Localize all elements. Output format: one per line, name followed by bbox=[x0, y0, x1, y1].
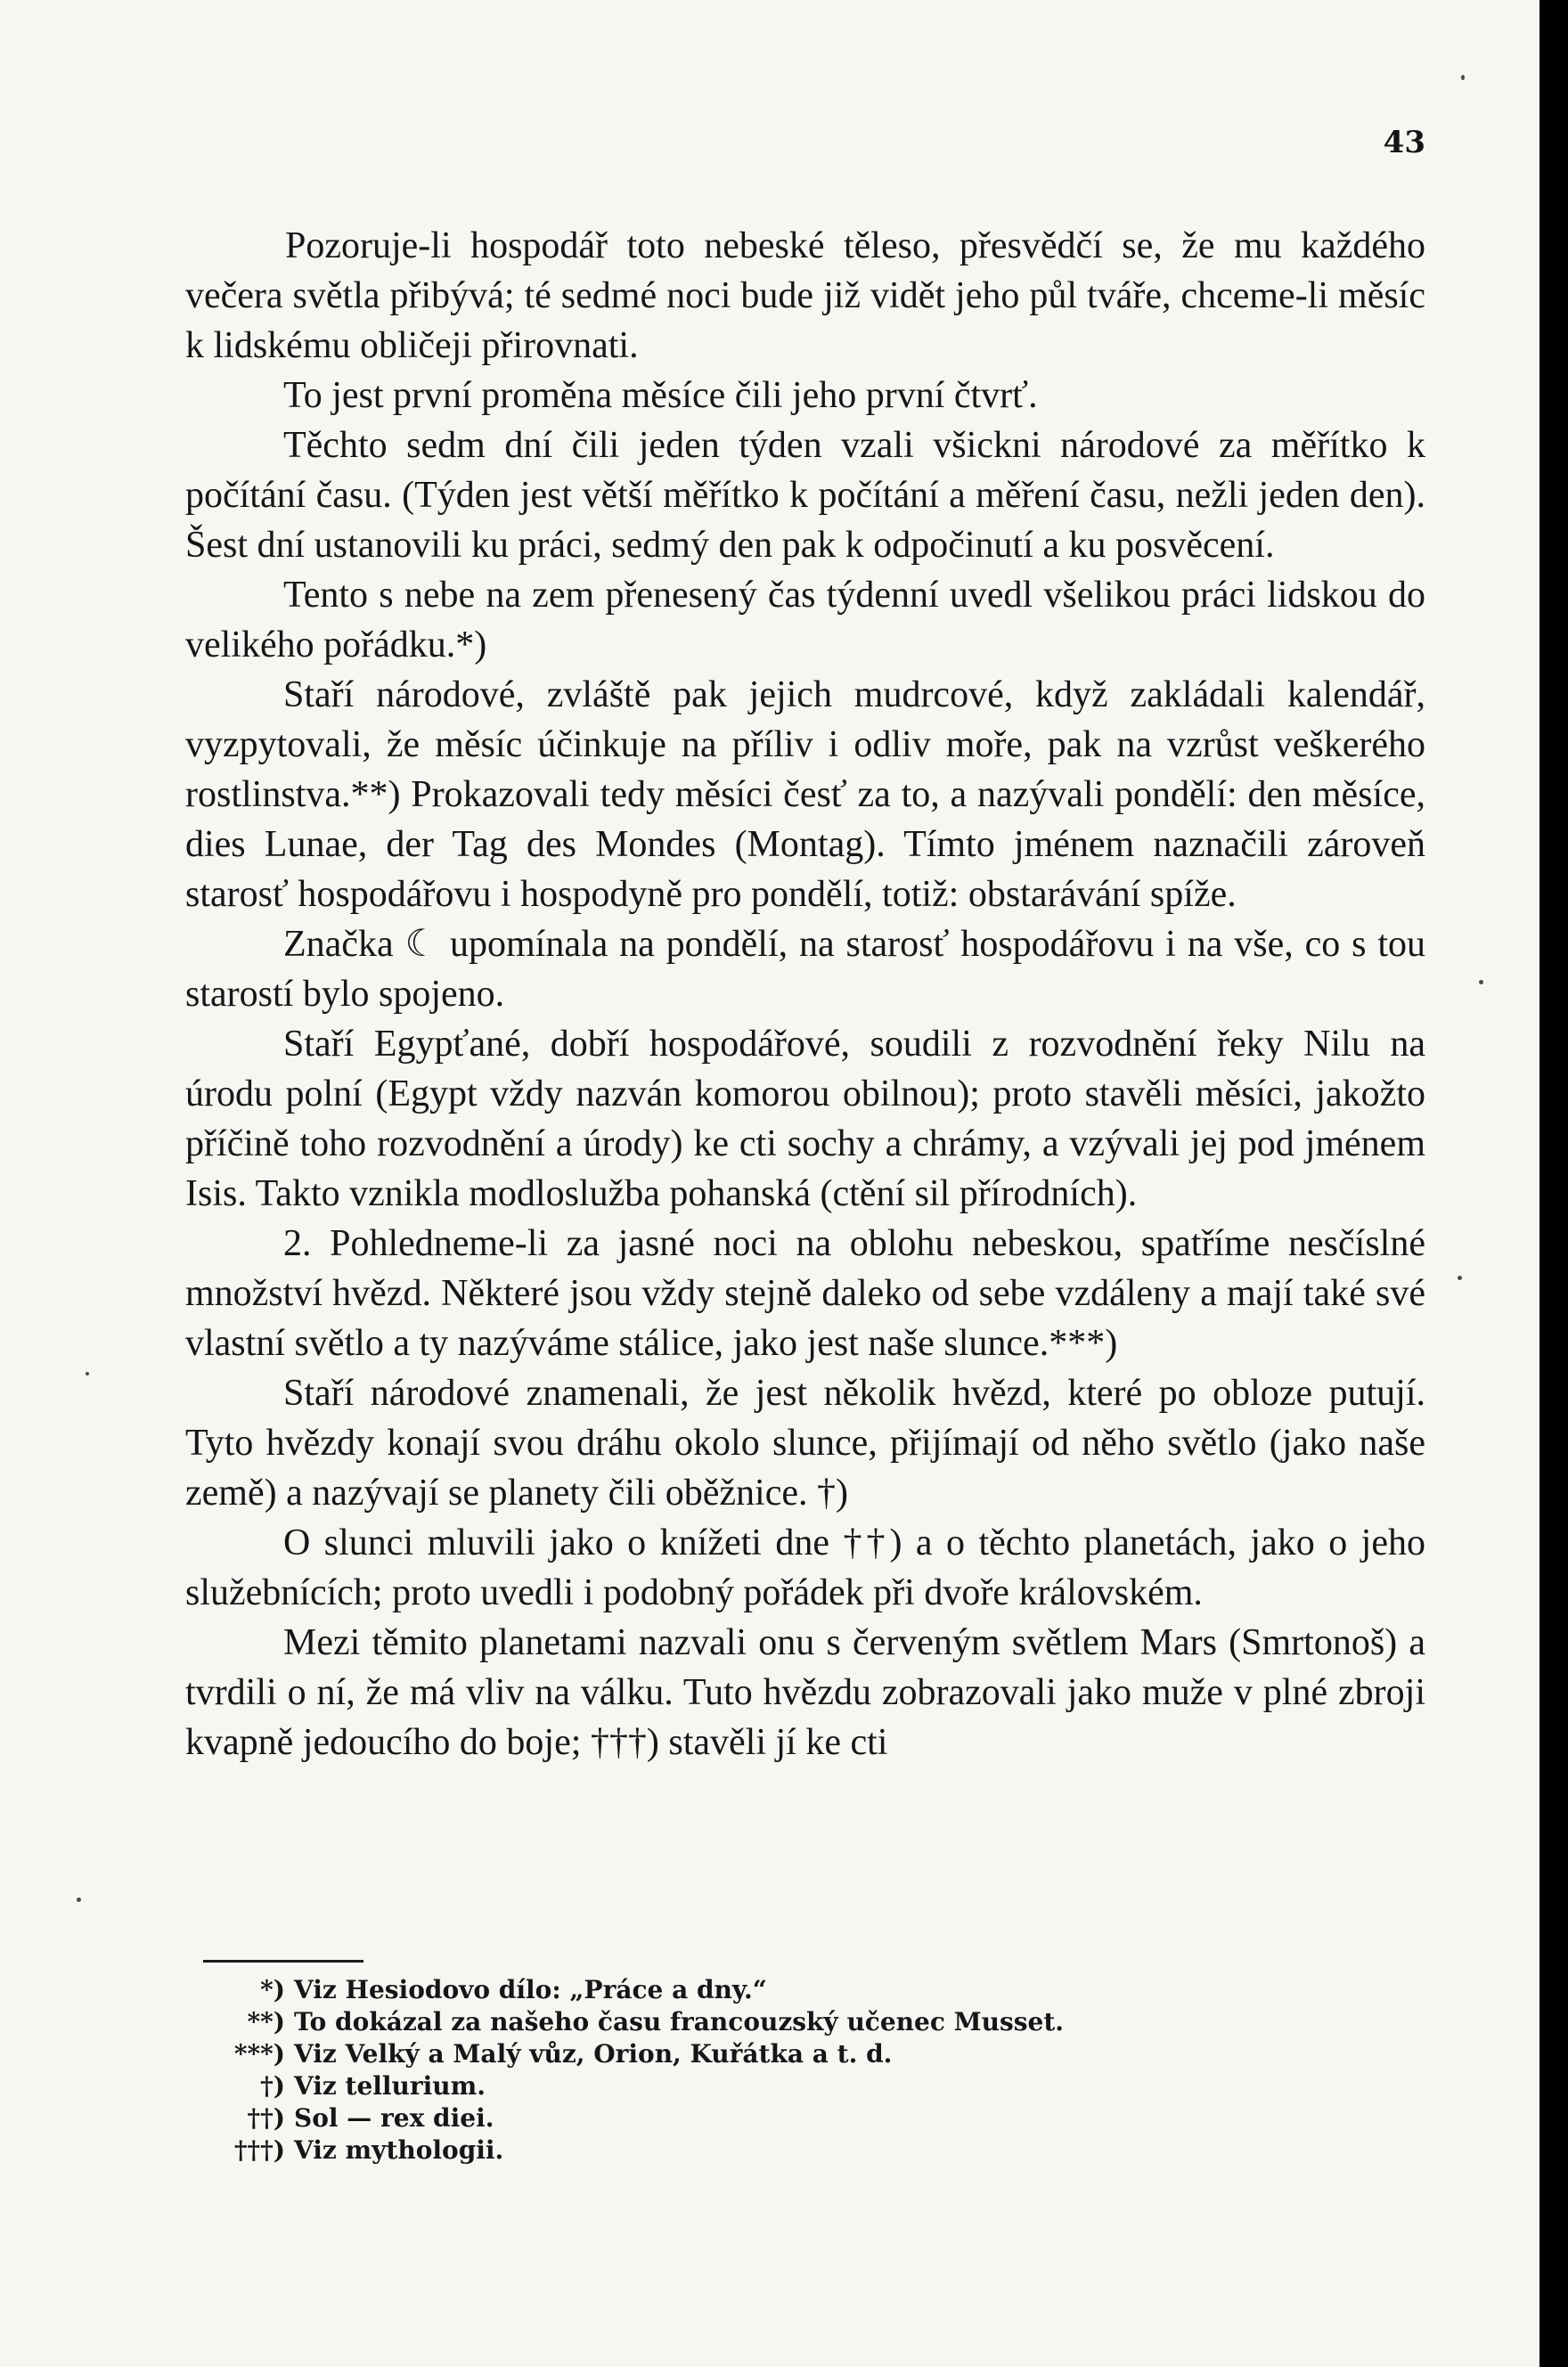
scan-speck bbox=[77, 1898, 81, 1902]
paragraph: To jest první proměna měsíce čili jeho první čtvrť. bbox=[283, 375, 1038, 416]
paragraph: 2. Pohledneme-li za jasné noci na oblohu nebeskou, spatříme nesčíslné množství hvězd. Některé jsou vždy stejně daleko od sebe vzdáleny a mají také své vlastní světlo a ty nazýváme stálice, jako jest naše slunce.***) bbox=[185, 1223, 1425, 1364]
footnote-text: Viz Velký a Malý vůz, Orion, Kuřátka a t. d. bbox=[294, 2039, 893, 2069]
footnote-text: To dokázal za našeho času francouzský učenec Musset. bbox=[294, 2007, 1065, 2036]
footnote-mark: ***) bbox=[233, 2039, 285, 2069]
scan-speck bbox=[1458, 1276, 1462, 1280]
footnote-mark: †††) bbox=[233, 2135, 285, 2165]
footnote bbox=[196, 2134, 1265, 2167]
paragraph: Pozoruje-li hospodář toto nebeské těleso, přesvědčí se, že mu každého večera světla přibývá; té sedmé noci bude již vidět jeho půl tváře, chceme-li měsíc k lidskému obličeji přirovnati. bbox=[185, 225, 1425, 366]
footnote bbox=[196, 2006, 1265, 2038]
footnote-mark: **) bbox=[247, 2007, 285, 2036]
footnote-text: Viz tellurium. bbox=[294, 2071, 486, 2101]
page-number: 43 bbox=[1383, 125, 1425, 160]
paragraph: Mezi těmito planetami nazvali onu s červeným světlem Mars (Smrtonoš) a tvrdili o ní, že má vliv na válku. Tuto hvězdu zobrazovali jako muže v plné zbroji kvapně jedoucího do boje; †††) stavěli jí ke cti bbox=[185, 1622, 1425, 1763]
paragraph: Těchto sedm dní čili jeden týden vzali všickni národové za měřítko k počítání času. (Týden jest větší měřítko k počítání a měření času, nežli jeden den). Šest dní ustanovili ku práci, sedmý den pak k odpočinutí a ku posvěcení. bbox=[185, 425, 1425, 566]
footnote bbox=[196, 2102, 1265, 2134]
footnote-divider bbox=[203, 1960, 363, 1963]
footnote bbox=[196, 2070, 1265, 2102]
footnote bbox=[196, 2038, 1265, 2070]
scan-speck bbox=[86, 1372, 89, 1375]
scan-speck bbox=[1479, 980, 1483, 984]
footnote bbox=[196, 1974, 1265, 2006]
paragraph: Značka ☾ upomínala na pondělí, na starosť hospodářovu i na vše, co s tou starostí bylo spojeno. bbox=[185, 924, 1425, 1015]
paragraph: Tento s nebe na zem přenesený čas týdenní uvedl všelikou práci lidskou do velikého pořádku.*) bbox=[185, 575, 1425, 665]
paragraph: O slunci mluvili jako o knížeti dne ††) a o těchto planetách, jako o jeho služebnících; proto uvedli i podobný pořádek při dvoře královském. bbox=[185, 1522, 1425, 1613]
footnote-text: Sol — rex diei. bbox=[294, 2103, 494, 2133]
scan-speck bbox=[1461, 75, 1465, 80]
paragraph: Staří Egypťané, dobří hospodářové, soudili z rozvodnění řeky Nilu na úrodu polní (Egypt vždy nazván komorou obilnou); proto stavěli měsíci, jakožto příčině toho rozvodnění a úrody) ke cti sochy a chrámy, a vzývali jej pod jménem Isis. Takto vznikla modloslužba pohanská (ctění sil přírodních). bbox=[185, 1024, 1425, 1214]
footnote-mark: †) bbox=[260, 2071, 285, 2101]
paragraph: Staří národové znamenali, že jest několik hvězd, které po obloze putují. Tyto hvězdy konají svou dráhu okolo slunce, přijímají od něho světlo (jako naše země) a nazývají se planety čili oběžnice. †) bbox=[185, 1373, 1425, 1514]
footnote-text: Viz Hesiodovo dílo: „Práce a dny.“ bbox=[294, 1975, 767, 2004]
footnotes bbox=[196, 1974, 1265, 2167]
footnote-mark: ††) bbox=[247, 2103, 285, 2133]
body-text bbox=[185, 221, 1425, 1767]
footnote-text: Viz mythologii. bbox=[294, 2135, 504, 2165]
footnote-mark: *) bbox=[260, 1975, 285, 2004]
paragraph: Staří národové, zvláště pak jejich mudrcové, když zakládali kalendář, vyzpytovali, že měsíc účinkuje na příliv i odliv moře, pak na vzrůst veškerého rostlinstva.**) Prokazovali tedy měsíci česť za to, a nazývali pondělí: den měsíce, dies Lunae, der Tag des Mondes (Montag). Tímto jménem naznačili zároveň starosť hospodářovu i hospodyně pro pondělí, totiž: obstarávání spíže. bbox=[185, 674, 1425, 915]
